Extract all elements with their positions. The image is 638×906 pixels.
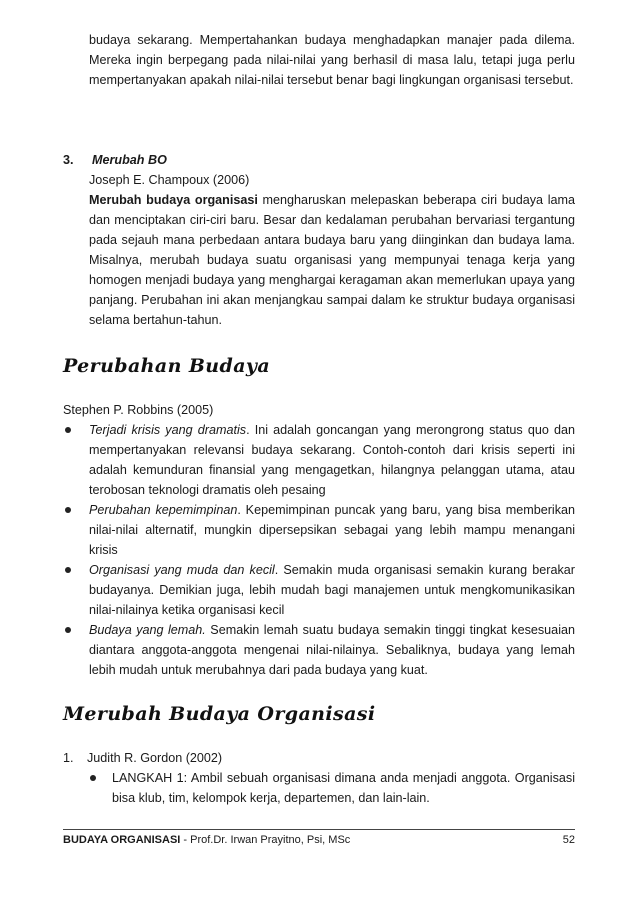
list-item-lead: Terjadi krisis yang dramatis: [89, 423, 247, 437]
list-item: [63, 560, 575, 620]
list-item-text: [89, 620, 575, 680]
footer-author: - Prof.Dr. Irwan Prayitno, Psi, MSc: [180, 834, 351, 846]
item-lead-bold: Merubah budaya organisasi: [89, 193, 258, 207]
item-body-text: mengharuskan melepaskan beberapa ciri budaya lama dan menciptakan ciri-ciri baru. Besar dan kedalaman perubahan bervariasi tergantung pada sejauh mana perbedaan antara budaya baru yang diinginkan dan budaya lama. Misalnya, merubah budaya suatu organisasi yang mempunyai tenaga kerja yang homogen menjadi budaya yang menghargai keragaman akan memerlukan upaya yang panjang. Perubahan ini akan menjangkau sampai dalam ke struktur budaya organisasi selama bertahun-tahun.: [89, 193, 575, 327]
bullet-icon: [65, 627, 71, 633]
page-footer: [63, 832, 575, 848]
list-item: [63, 620, 575, 700]
continuation-paragraph: budaya sekarang. Mempertahankan budaya menghadapkan manajer pada dilema. Mereka ingin berpegang pada nilai-nilai yang berhasil di masa lalu, tetapi juga perlu mempertanyakan apakah nilai-nilai tersebut benar bagi lingkungan organisasi tersebut.: [89, 33, 575, 87]
item-body: [89, 190, 575, 330]
section-heading: Perubahan Budaya: [63, 355, 271, 377]
item-title: Merubah BO: [92, 153, 167, 167]
section-heading: Merubah Budaya Organisasi: [63, 703, 376, 725]
step-text: LANGKAH 1: Ambil sebuah organisasi dimana anda menjadi anggota. Organisasi bisa klub, tim, kelompok kerja, departemen, dan lain-lain.: [112, 771, 575, 805]
list-item-text: [89, 560, 575, 620]
footer-title: BUDAYA ORGANISASI: [63, 834, 181, 846]
list-item-rest: . Ini adalah goncangan yang merongrong status quo dan mempertanyakan relevansi budaya sekarang. Contoh-contoh dari krisis seperti ini adalah kemunduran finansial yang mengagetkan, hilangnya pelanggan utama, atau terobosan teknologi dramatis oleh pesaing: [89, 423, 576, 497]
footer-divider: [63, 829, 575, 830]
bullet-icon: [90, 775, 96, 781]
section-author: Stephen P. Robbins (2005): [63, 403, 214, 417]
list-item-text: [89, 420, 575, 500]
page-number: 52: [562, 834, 575, 846]
list-item-lead: Organisasi yang muda dan kecil: [89, 563, 275, 577]
item-author: Joseph E. Champoux (2006): [89, 173, 250, 187]
list-item-rest: . Kepemimpinan puncak yang baru, yang bisa memberikan nilai-nilai alternatif, mungkin dipersepsikan sebagai yang lebih mampu menangani krisis: [89, 503, 575, 557]
item-author: Judith R. Gordon (2002): [87, 751, 223, 765]
list-item-lead: Budaya yang lemah.: [89, 623, 206, 637]
item-number: 3.: [63, 153, 74, 167]
bullet-icon: [65, 507, 71, 513]
bullet-icon: [65, 567, 71, 573]
list-item-lead: Perubahan kepemimpinan: [89, 503, 238, 517]
list-item-rest: . Semakin muda organisasi semakin kurang berakar budayanya. Demikian juga, lebih mudah bagi manajemen untuk mengkomunikasikan nilai-nilainya ketika organisasi kecil: [89, 563, 576, 617]
list-item-rest: Semakin lemah suatu budaya semakin tinggi tingkat kesesuaian diantara anggota-anggota mengenai nilai-nilainya. Sebaliknya, budaya yang lemah lebih mudah untuk merubahnya dari pada budaya yang kuat.: [89, 623, 575, 677]
list-item-text: [89, 500, 575, 560]
bullet-icon: [65, 427, 71, 433]
list-item: [63, 420, 575, 500]
item-number: 1.: [63, 751, 74, 765]
list-item: [63, 500, 575, 560]
